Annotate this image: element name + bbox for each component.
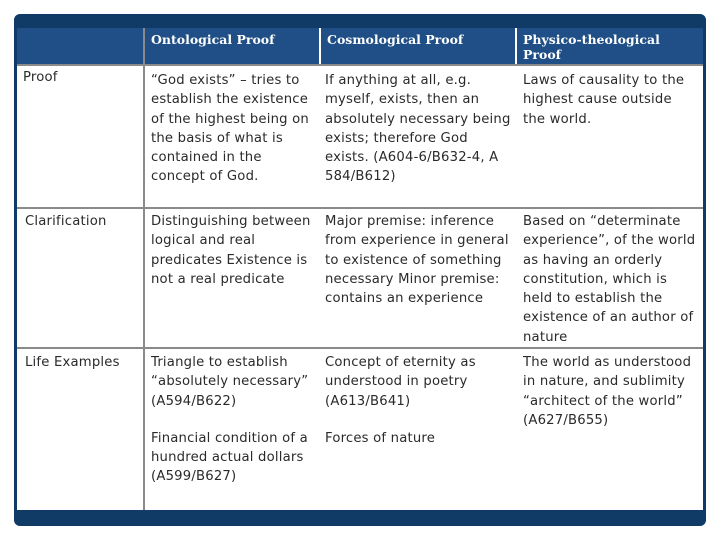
header-physico-theological: Physico-theological Proof [517, 28, 703, 64]
cell-clarification-physico [517, 210, 703, 349]
table-header-row [17, 28, 703, 66]
cell-life-physico [517, 351, 703, 432]
cell-clarification-ontological [145, 210, 319, 291]
table-row-clarification [17, 210, 703, 348]
row-label-text: Proof [23, 70, 58, 85]
cell-proof-cosmological [319, 66, 517, 189]
cell-text: Based on “determinate experience”, of the world as having an orderly constitution, which is held to establish the existence of an author of nature [523, 214, 696, 345]
cell-text: Distinguishing between logical and real predicates Existence is not a real predicate [151, 214, 311, 287]
cell-text: “God exists” – tries to establish the existence of the highest being on the basis of what is contained in the concept of God. [151, 73, 309, 185]
header-empty-cell [17, 28, 143, 64]
row-label-clarification [17, 210, 143, 233]
cell-text: Concept of eternity as understood in poetry (A613/B641) [325, 355, 476, 409]
table-row-life-examples [17, 351, 703, 509]
cell-proof-ontological [145, 66, 319, 189]
cell-text: Laws of causality to the highest cause outside the world. [523, 73, 685, 127]
header-ontological: Ontological Proof [145, 28, 319, 64]
cell-text: Forces of nature [325, 430, 436, 446]
row-label-life-examples [17, 351, 143, 374]
row-label-text: Clarification [25, 214, 107, 229]
column-divider [143, 28, 145, 510]
cell-text: Financial condition of a hundred actual dollars (A599/B627) [151, 430, 308, 485]
table-row-proof [17, 66, 703, 206]
cell-text: Triangle to establish “absolutely necessary” (A594/B622) [151, 355, 309, 409]
cell-life-cosmological [319, 351, 517, 450]
row-divider [17, 64, 703, 66]
cell-proof-physico [517, 66, 703, 131]
cell-clarification-cosmological [319, 210, 517, 310]
row-divider [17, 347, 703, 349]
header-cosmological: Cosmological Proof [321, 28, 515, 64]
row-label-proof [17, 66, 143, 89]
cell-life-ontological [145, 351, 319, 489]
cell-text: The world as understood in nature, and sublimity “architect of the world” (A627/B655) [523, 355, 692, 428]
cell-text: Major premise: inference from experience in general to existence of something necessary Minor premise: contains an experience [325, 214, 509, 307]
cell-text: If anything at all, e.g. myself, exists, then an absolutely necessary being exists; therefore God exists. (A604-6/B632-4, A 584/B612) [325, 73, 511, 185]
row-label-text: Life Examples [25, 355, 120, 370]
row-divider [17, 207, 703, 209]
